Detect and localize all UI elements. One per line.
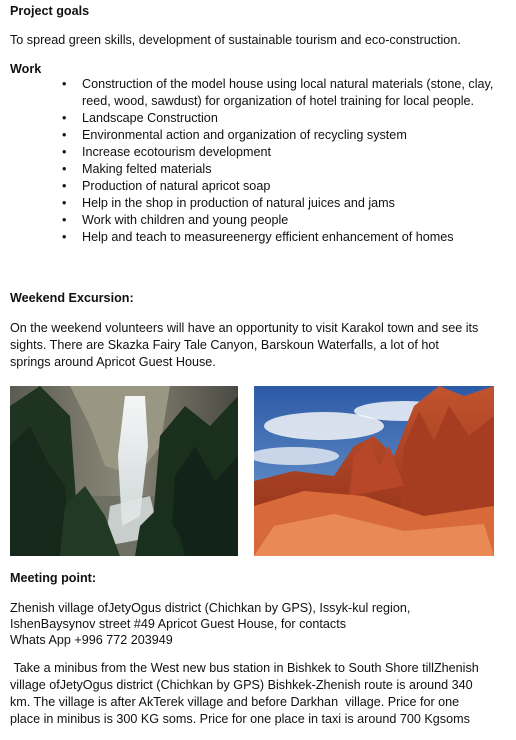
waterfall-photo-icon [10, 386, 238, 556]
waterfall-photo [10, 386, 238, 556]
red-canyon-photo [254, 386, 494, 556]
work-item: • Landscape Construction [62, 110, 502, 127]
project-goals-text: To spread green skills, development of sustainable tourism and eco-construction. [10, 33, 461, 47]
work-item: • Making felted materials [62, 161, 502, 178]
work-item: • Construction of the model house using local natural materials (stone, clay, reed, wood, sawdust) for organization of hotel training for local people. [62, 76, 502, 110]
meeting-point-heading: Meeting point: [10, 571, 97, 585]
work-item: • Production of natural apricot soap [62, 178, 502, 195]
work-heading: Work [10, 62, 42, 76]
project-goals-heading: Project goals [10, 4, 90, 18]
work-list [62, 76, 502, 246]
weekend-excursion-heading: Weekend Excursion: [10, 291, 134, 305]
work-item: • Increase ecotourism development [62, 144, 502, 161]
work-item: • Help and teach to measureenergy efficient enhancement of homes [62, 229, 502, 246]
work-item: • Work with children and young people [62, 212, 502, 229]
meeting-directions-text: Take a minibus from the West new bus station in Bishkek to South Shore tillZhenish village ofJetyOgus district (Chichkan by GPS) Bishkek-Zhenish route is around 340 km. The village is after AkTerek village and before Darkhan village. Price for one place in minibus is 300 KG soms. Price for one place in taxi is around 700 Kgsoms [10, 661, 483, 726]
meeting-address-line2: IshenBaysynov street #49 Apricot Guest House, for contacts [10, 617, 347, 631]
work-item: • Help in the shop in production of natural juices and jams [62, 195, 502, 212]
red-canyon-photo-icon [254, 386, 494, 556]
weekend-excursion-text: On the weekend volunteers will have an opportunity to visit Karakol town and see its sights. There are Skazka Fairy Tale Canyon, Barskoun Waterfalls, a lot of hot springs around Apricot Guest House. [10, 321, 479, 369]
meeting-address-line1: Zhenish village ofJetyOgus district (Chichkan by GPS), Issyk-kul region, [10, 601, 411, 615]
work-item: • Environmental action and organization of recycling system [62, 127, 502, 144]
meeting-contact-line: Whats App +996 772 203949 [10, 633, 173, 647]
